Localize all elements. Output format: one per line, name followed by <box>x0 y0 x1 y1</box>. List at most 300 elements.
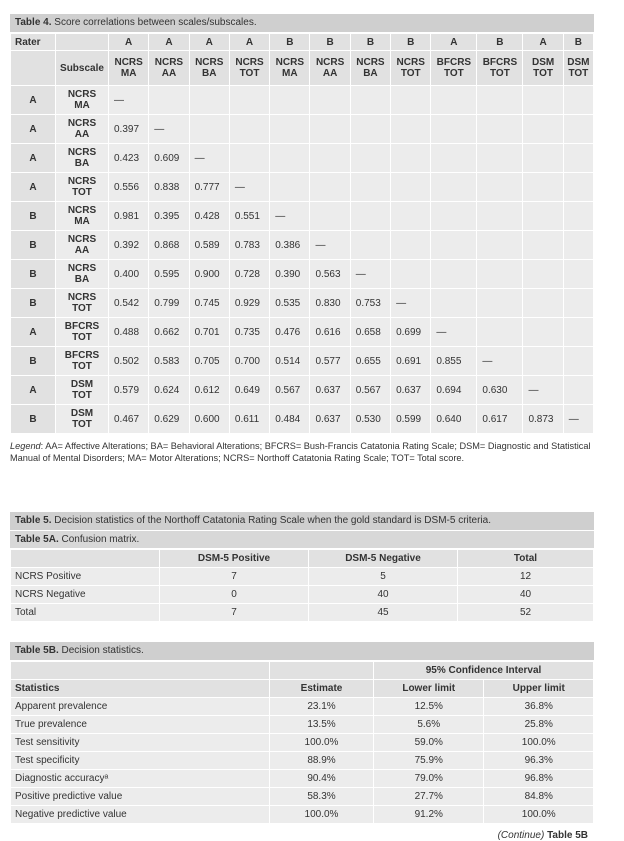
column-rater: A <box>109 34 149 51</box>
correlation-cell <box>431 260 477 289</box>
correlation-cell <box>270 173 310 202</box>
correlation-cell: 0.423 <box>109 144 149 173</box>
statistic-name: Positive predictive value <box>11 788 270 806</box>
statistic-name: True prevalence <box>11 716 270 734</box>
statistic-value: 100.0% <box>270 734 374 752</box>
column-rater: B <box>310 34 350 51</box>
statistic-value: 88.9% <box>270 752 374 770</box>
correlation-cell: 0.655 <box>350 347 390 376</box>
continue-label: (Continue) <box>497 830 545 841</box>
correlation-cell <box>563 347 593 376</box>
decision-statistics-table <box>10 661 594 824</box>
column-scale-part: MA <box>282 68 298 79</box>
row-subscale-part: MA <box>74 216 90 227</box>
correlation-cell <box>391 173 431 202</box>
correlation-cell <box>523 115 563 144</box>
row-subscale <box>56 260 109 289</box>
correlation-cell <box>270 202 310 231</box>
correlation-cell: 0.777 <box>189 173 229 202</box>
row-rater: A <box>11 318 56 347</box>
column-rater: A <box>149 34 189 51</box>
rater-header-row <box>11 34 594 51</box>
stats-header-upper: Upper limit <box>484 680 594 698</box>
column-scale <box>563 51 593 86</box>
column-scale-part: BFCRS <box>482 57 518 68</box>
ci-header-blank <box>11 662 270 680</box>
correlation-cell: 0.637 <box>310 376 350 405</box>
row-subscale-part: DSM <box>70 379 94 390</box>
statistic-value: 96.8% <box>484 770 594 788</box>
column-scale-part: NCRS <box>396 57 425 68</box>
correlation-cell <box>350 202 390 231</box>
correlation-cell: 0.397 <box>109 115 149 144</box>
row-subscale-part: TOT <box>72 303 92 314</box>
subscale-header-row <box>11 51 594 86</box>
correlation-cell <box>310 86 350 115</box>
table5b-caption <box>10 642 594 661</box>
diagonal-dash: — <box>396 297 407 309</box>
table5-caption-text: Decision statistics of the Northoff Catatonia Rating Scale when the gold standard is DSM-5 criteria. <box>54 515 491 526</box>
confusion-header-total: Total <box>458 550 594 568</box>
correlation-cell: 0.700 <box>229 347 269 376</box>
table-row <box>11 568 594 586</box>
table-row <box>11 586 594 604</box>
correlation-cell <box>350 260 390 289</box>
correlation-cell <box>477 86 523 115</box>
correlation-cell: 0.535 <box>270 289 310 318</box>
statistic-value: 90.4% <box>270 770 374 788</box>
correlation-cell: 0.783 <box>229 231 269 260</box>
correlation-cell <box>270 86 310 115</box>
statistic-value: 25.8% <box>484 716 594 734</box>
correlation-cell <box>477 318 523 347</box>
table4-label: Table 4. <box>15 17 52 28</box>
column-scale-part: TOT <box>533 68 553 79</box>
column-scale <box>149 51 189 86</box>
correlation-cell <box>310 202 350 231</box>
correlation-cell <box>523 376 563 405</box>
row-rater: B <box>11 202 56 231</box>
statistic-value: 5.6% <box>374 716 484 734</box>
table-row <box>11 115 594 144</box>
continue-ref: Table 5B <box>547 830 588 841</box>
table-row <box>11 604 594 622</box>
correlation-cell <box>477 289 523 318</box>
column-scale <box>270 51 310 86</box>
table5a-label: Table 5A. <box>15 534 59 545</box>
confusion-cell: 40 <box>309 586 458 604</box>
subscale-header: Subscale <box>56 51 109 86</box>
row-rater: B <box>11 231 56 260</box>
row-subscale-part: NCRS <box>67 263 97 274</box>
column-scale-part: AA <box>322 68 338 79</box>
ci-header-row <box>11 662 594 680</box>
row-rater: B <box>11 260 56 289</box>
table-row <box>11 734 594 752</box>
correlation-cell: 0.476 <box>270 318 310 347</box>
correlation-cell: 0.579 <box>109 376 149 405</box>
correlation-cell <box>523 318 563 347</box>
row-subscale-part: BFCRS <box>64 321 100 332</box>
confusion-cell: 0 <box>160 586 309 604</box>
row-subscale-part: TOT <box>72 187 92 198</box>
row-rater: A <box>11 86 56 115</box>
statistic-name: Diagnostic accuracyᵃ <box>11 770 270 788</box>
correlation-cell: 0.583 <box>149 347 189 376</box>
confusion-header-positive: DSM-5 Positive <box>160 550 309 568</box>
correlation-cell: 0.542 <box>109 289 149 318</box>
table5b-caption-text: Decision statistics. <box>61 645 144 656</box>
correlation-cell: 0.728 <box>229 260 269 289</box>
column-scale-part: TOT <box>443 68 464 79</box>
row-subscale <box>56 376 109 405</box>
statistic-value: 58.3% <box>270 788 374 806</box>
correlation-table <box>10 33 594 434</box>
table-row <box>11 405 594 434</box>
correlation-cell <box>563 318 593 347</box>
correlation-cell: 0.488 <box>109 318 149 347</box>
row-subscale-part: NCRS <box>67 89 97 100</box>
blank-header <box>56 34 109 51</box>
correlation-cell <box>229 173 269 202</box>
correlation-cell: 0.609 <box>149 144 189 173</box>
correlation-cell <box>189 115 229 144</box>
diagonal-dash: — <box>154 123 165 135</box>
correlation-cell <box>391 289 431 318</box>
correlation-cell <box>270 144 310 173</box>
column-scale <box>310 51 350 86</box>
row-subscale-part: AA <box>74 245 90 256</box>
correlation-cell <box>350 173 390 202</box>
confusion-matrix-table <box>10 549 594 622</box>
legend-label: Legend <box>10 441 41 451</box>
correlation-cell <box>563 231 593 260</box>
table-row <box>11 716 594 734</box>
correlation-cell: 0.658 <box>350 318 390 347</box>
correlation-cell <box>431 318 477 347</box>
correlation-cell <box>563 86 593 115</box>
diagonal-dash: — <box>234 181 245 193</box>
row-subscale-part: BA <box>74 158 90 169</box>
row-subscale <box>56 86 109 115</box>
confusion-cell: 7 <box>160 568 309 586</box>
table5-label: Table 5. <box>15 515 52 526</box>
correlation-cell <box>310 144 350 173</box>
column-rater: A <box>189 34 229 51</box>
correlation-cell: 0.577 <box>310 347 350 376</box>
correlation-cell <box>563 202 593 231</box>
table-row <box>11 231 594 260</box>
row-subscale <box>56 318 109 347</box>
diagonal-dash: — <box>355 268 366 280</box>
correlation-cell <box>391 115 431 144</box>
correlation-cell <box>523 347 563 376</box>
statistic-value: 12.5% <box>374 698 484 716</box>
row-subscale-part: BFCRS <box>64 350 100 361</box>
correlation-cell: 0.649 <box>229 376 269 405</box>
column-rater: B <box>477 34 523 51</box>
correlation-cell: 0.467 <box>109 405 149 434</box>
column-scale-part: TOT <box>239 68 260 79</box>
statistic-value: 36.8% <box>484 698 594 716</box>
correlation-cell <box>431 86 477 115</box>
column-scale-part: MA <box>120 68 137 79</box>
correlation-cell: 0.745 <box>189 289 229 318</box>
correlation-cell <box>431 115 477 144</box>
correlation-cell: 0.705 <box>189 347 229 376</box>
column-scale-part: TOT <box>400 68 421 79</box>
stats-header-lower: Lower limit <box>374 680 484 698</box>
confusion-row-label: Total <box>11 604 160 622</box>
statistic-name: Test sensitivity <box>11 734 270 752</box>
statistic-value: 75.9% <box>374 752 484 770</box>
correlation-cell <box>523 86 563 115</box>
confusion-row-label: NCRS Negative <box>11 586 160 604</box>
column-scale-part: BFCRS <box>436 57 472 68</box>
correlation-cell: 0.929 <box>229 289 269 318</box>
correlation-cell: 0.567 <box>270 376 310 405</box>
correlation-cell: 0.556 <box>109 173 149 202</box>
correlation-cell <box>523 260 563 289</box>
stats-body <box>11 698 594 824</box>
table-row <box>11 173 594 202</box>
correlation-cell: 0.699 <box>391 318 431 347</box>
correlation-cell <box>563 289 593 318</box>
correlation-cell: 0.428 <box>189 202 229 231</box>
correlation-cell <box>563 115 593 144</box>
row-rater: B <box>11 347 56 376</box>
correlation-cell: 0.617 <box>477 405 523 434</box>
correlation-cell <box>229 144 269 173</box>
correlation-cell: 0.637 <box>310 405 350 434</box>
table-row <box>11 806 594 824</box>
row-subscale-part: TOT <box>72 390 92 401</box>
row-subscale-part: TOT <box>72 332 92 343</box>
correlation-cell <box>350 115 390 144</box>
correlation-cell: 0.502 <box>109 347 149 376</box>
statistic-value: 100.0% <box>484 806 594 824</box>
correlation-cell: 0.629 <box>149 405 189 434</box>
correlation-cell: 0.637 <box>391 376 431 405</box>
table-row <box>11 376 594 405</box>
column-scale-part: DSM <box>567 57 590 68</box>
column-scale-part: NCRS <box>275 57 304 68</box>
column-scale <box>189 51 229 86</box>
confusion-cell: 5 <box>309 568 458 586</box>
legend-text: : AA= Affective Alterations; BA= Behavioral Alterations; BFCRS= Bush-Francis Catatonia Rating Scale; DSM= Diagnostic and Statistical Manual of Mental Disorders; MA= Motor Alterations; NCRS= Northoff Catatonia Rating Scale; TOT= Total score. <box>10 441 591 463</box>
table-row <box>11 318 594 347</box>
correlation-cell <box>523 289 563 318</box>
row-subscale <box>56 289 109 318</box>
column-scale-part: AA <box>161 68 177 79</box>
blank-rater-header <box>11 51 56 86</box>
row-rater: A <box>11 376 56 405</box>
correlation-cell <box>477 144 523 173</box>
diagonal-dash: — <box>436 326 447 338</box>
row-subscale <box>56 202 109 231</box>
correlation-cell <box>391 202 431 231</box>
correlation-cell <box>229 115 269 144</box>
column-scale-part: NCRS <box>154 57 184 68</box>
correlation-cell: 0.630 <box>477 376 523 405</box>
correlation-cell: 0.753 <box>350 289 390 318</box>
confusion-cell: 45 <box>309 604 458 622</box>
correlation-cell: 0.551 <box>229 202 269 231</box>
stats-header-row <box>11 680 594 698</box>
statistic-name: Apparent prevalence <box>11 698 270 716</box>
table5-section <box>10 512 594 841</box>
table4-caption-text: Score correlations between scales/subscales. <box>54 17 257 28</box>
correlation-cell <box>477 202 523 231</box>
column-scale-part: NCRS <box>114 57 143 68</box>
correlation-cell: 0.611 <box>229 405 269 434</box>
correlation-cell: 0.616 <box>310 318 350 347</box>
correlation-cell <box>109 86 149 115</box>
statistic-value: 59.0% <box>374 734 484 752</box>
table-row <box>11 202 594 231</box>
correlation-cell <box>477 260 523 289</box>
diagonal-dash: — <box>528 384 539 396</box>
correlation-cell: 0.873 <box>523 405 563 434</box>
statistic-value: 100.0% <box>270 806 374 824</box>
column-scale-part: BA <box>202 68 217 79</box>
correlation-cell: 0.691 <box>391 347 431 376</box>
correlation-cell <box>563 144 593 173</box>
continue-note <box>10 830 594 841</box>
column-rater: B <box>391 34 431 51</box>
correlation-cell <box>350 231 390 260</box>
confusion-body <box>11 568 594 622</box>
confusion-cell: 40 <box>458 586 594 604</box>
column-scale <box>229 51 269 86</box>
correlation-cell <box>563 260 593 289</box>
confusion-cell: 52 <box>458 604 594 622</box>
row-subscale <box>56 173 109 202</box>
correlation-cell <box>523 144 563 173</box>
row-subscale-part: AA <box>74 129 90 140</box>
correlation-cell <box>431 202 477 231</box>
column-rater: A <box>523 34 563 51</box>
stats-header-estimate: Estimate <box>270 680 374 698</box>
correlation-cell <box>189 86 229 115</box>
stats-header-statistics: Statistics <box>11 680 270 698</box>
column-scale-part: DSM <box>531 57 555 68</box>
table5b-label: Table 5B. <box>15 645 59 656</box>
correlation-cell <box>189 144 229 173</box>
ci-header: 95% Confidence Interval <box>374 662 594 680</box>
table-row <box>11 86 594 115</box>
correlation-cell <box>270 115 310 144</box>
column-rater: A <box>229 34 269 51</box>
confusion-cell: 7 <box>160 604 309 622</box>
column-scale-part: TOT <box>490 68 510 79</box>
statistic-value: 84.8% <box>484 788 594 806</box>
correlation-cell <box>477 173 523 202</box>
correlation-cell: 0.400 <box>109 260 149 289</box>
statistic-name: Negative predictive value <box>11 806 270 824</box>
correlation-cell <box>431 173 477 202</box>
correlation-cell <box>310 173 350 202</box>
correlation-cell <box>431 289 477 318</box>
correlation-cell: 0.484 <box>270 405 310 434</box>
correlation-cell <box>431 231 477 260</box>
correlation-cell <box>523 202 563 231</box>
row-subscale-part: TOT <box>72 361 92 372</box>
correlation-cell <box>149 86 189 115</box>
table-row <box>11 260 594 289</box>
correlation-cell <box>149 115 189 144</box>
statistic-value: 79.0% <box>374 770 484 788</box>
row-subscale <box>56 405 109 434</box>
confusion-header-row <box>11 550 594 568</box>
column-scale <box>431 51 477 86</box>
correlation-cell: 0.600 <box>189 405 229 434</box>
correlation-cell <box>431 144 477 173</box>
column-scale <box>391 51 431 86</box>
correlation-cell: 0.694 <box>431 376 477 405</box>
row-subscale <box>56 115 109 144</box>
row-subscale-part: NCRS <box>67 118 97 129</box>
correlation-cell <box>563 376 593 405</box>
table-row <box>11 144 594 173</box>
correlation-cell: 0.530 <box>350 405 390 434</box>
correlation-cell: 0.599 <box>391 405 431 434</box>
row-rater: B <box>11 405 56 434</box>
correlation-cell <box>350 144 390 173</box>
table5a-caption-text: Confusion matrix. <box>61 534 140 545</box>
row-subscale-part: DSM <box>70 408 94 419</box>
row-subscale-part: NCRS <box>67 292 97 303</box>
rater-header: Rater <box>11 34 56 51</box>
row-subscale-part: BA <box>74 274 90 285</box>
row-rater: A <box>11 144 56 173</box>
row-subscale <box>56 144 109 173</box>
correlation-cell: 0.900 <box>189 260 229 289</box>
statistic-value: 91.2% <box>374 806 484 824</box>
column-scale <box>350 51 390 86</box>
diagonal-dash: — <box>482 355 493 367</box>
row-subscale-part: NCRS <box>67 234 97 245</box>
correlation-cell: 0.701 <box>189 318 229 347</box>
correlation-cell: 0.595 <box>149 260 189 289</box>
column-rater: B <box>270 34 310 51</box>
correlation-cell <box>391 260 431 289</box>
correlation-cell <box>477 115 523 144</box>
column-rater: B <box>350 34 390 51</box>
statistic-value: 27.7% <box>374 788 484 806</box>
table4-legend <box>10 440 610 464</box>
correlation-cell: 0.392 <box>109 231 149 260</box>
correlation-cell <box>523 231 563 260</box>
column-scale <box>109 51 149 86</box>
table-row <box>11 770 594 788</box>
column-scale <box>477 51 523 86</box>
correlation-cell <box>563 405 593 434</box>
correlation-cell <box>477 347 523 376</box>
correlation-cell <box>563 173 593 202</box>
table4-caption <box>10 14 594 33</box>
table5-caption <box>10 512 594 531</box>
correlation-cell: 0.830 <box>310 289 350 318</box>
diagonal-dash: — <box>275 210 286 222</box>
correlation-cell <box>523 173 563 202</box>
correlation-cell: 0.799 <box>149 289 189 318</box>
correlation-cell: 0.981 <box>109 202 149 231</box>
confusion-header-blank <box>11 550 160 568</box>
table5a-caption <box>10 531 594 549</box>
table-row <box>11 752 594 770</box>
column-scale-part: NCRS <box>315 57 345 68</box>
